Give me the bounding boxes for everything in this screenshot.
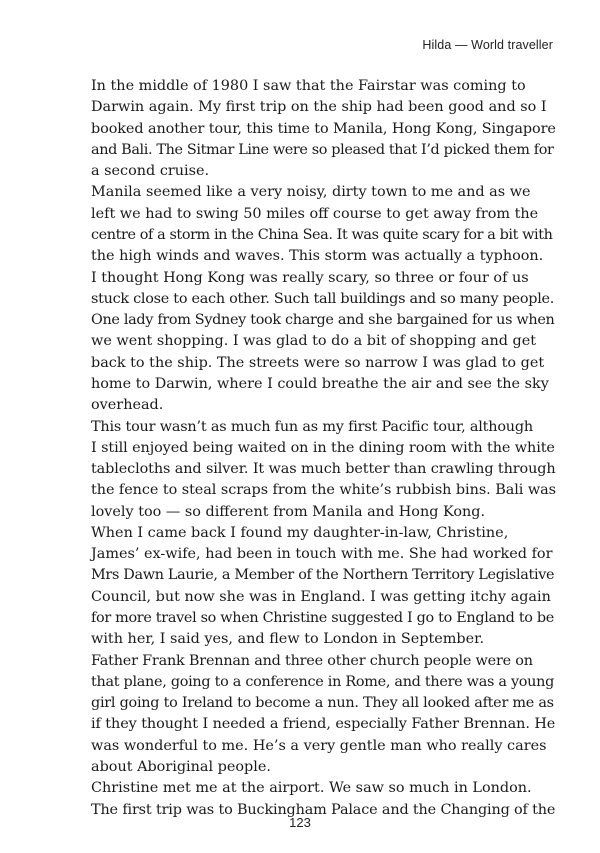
text-line: The first trip was to Buckingham Palace and the Changing of the	[91, 801, 556, 818]
text-line: the fence to steal scraps from the white’s rubbish bins. Bali was	[91, 482, 556, 499]
text-line: and Bali. The Sitmar Line were so pleased that I’d picked them for	[91, 141, 554, 158]
body-text	[68, 76, 556, 821]
text-line: stuck close to each other. Such tall buildings and so many people.	[91, 290, 555, 307]
text-line: I still enjoyed being waited on in the dining room with the white	[91, 439, 555, 456]
text-line: the high winds and waves. This storm was actually a typhoon.	[91, 248, 544, 265]
paragraph-3	[68, 268, 556, 417]
text-line: a second cruise.	[91, 163, 210, 180]
text-line: left we had to swing 50 miles off course to get away from the	[91, 205, 539, 222]
text-line: I thought Hong Kong was really scary, so three or four of us	[91, 269, 529, 286]
text-line: James’ ex-wife, had been in touch with me. She had worked for	[91, 546, 553, 563]
paragraph-1	[68, 76, 556, 182]
text-line: In the middle of 1980 I saw that the Fairstar was coming to	[91, 78, 526, 94]
paragraph-2	[68, 182, 556, 267]
text-line: Darwin again. My first trip on the ship had been good and so I	[91, 99, 547, 116]
text-line: if they thought I needed a friend, especially Father Brennan. He	[91, 716, 556, 733]
text-line: back to the ship. The streets were so narrow I was glad to get	[91, 354, 545, 371]
paragraph-5	[68, 523, 556, 651]
page-number: 123	[289, 815, 311, 830]
text-line: with her, I said yes, and flew to London in September.	[91, 631, 485, 648]
text-line: we went shopping. I was glad to do a bit of shopping and get	[91, 333, 537, 350]
text-line: Manila seemed like a very noisy, dirty town to me and as we	[91, 184, 531, 201]
text-line: centre of a storm in the China Sea. It was quite scary for a bit with	[91, 226, 553, 243]
text-line: Council, but now she was in England. I was getting itchy again	[91, 588, 551, 605]
text-line: One lady from Sydney took charge and she bargained for us when	[91, 312, 555, 329]
text-line: When I came back I found my daughter-in-law, Christine,	[91, 524, 509, 541]
text-line: was wonderful to me. He’s a very gentle man who really cares	[91, 737, 547, 754]
text-line: tablecloths and silver. It was much better than crawling through	[91, 461, 556, 478]
paragraph-6	[68, 651, 556, 779]
text-line: home to Darwin, where I could breathe the air and see the sky	[91, 375, 549, 392]
text-line: girl going to Ireland to become a nun. They all looked after me as	[91, 695, 554, 712]
text-line: overhead.	[91, 397, 164, 414]
running-head: Hilda — World traveller	[422, 38, 553, 52]
paragraph-4	[68, 417, 556, 523]
text-line: that plane, going to a conference in Rome, and there was a young	[91, 673, 555, 690]
text-line: This tour wasn’t as much fun as my first Pacific tour, although	[91, 418, 533, 435]
text-line: about Aboriginal people.	[91, 759, 271, 775]
text-line: Father Frank Brennan and three other church people were on	[91, 652, 533, 669]
text-line: Mrs Dawn Laurie, a Member of the Northern Territory Legislative	[91, 567, 555, 584]
text-line: booked another tour, this time to Manila, Hong Kong, Singapore	[91, 120, 556, 137]
text-line: Christine met me at the airport. We saw so much in London.	[91, 780, 532, 797]
text-line: lovely too — so different from Manila and Hong Kong.	[91, 503, 486, 520]
text-line: for more travel so when Christine suggested I go to England to be	[91, 610, 554, 627]
